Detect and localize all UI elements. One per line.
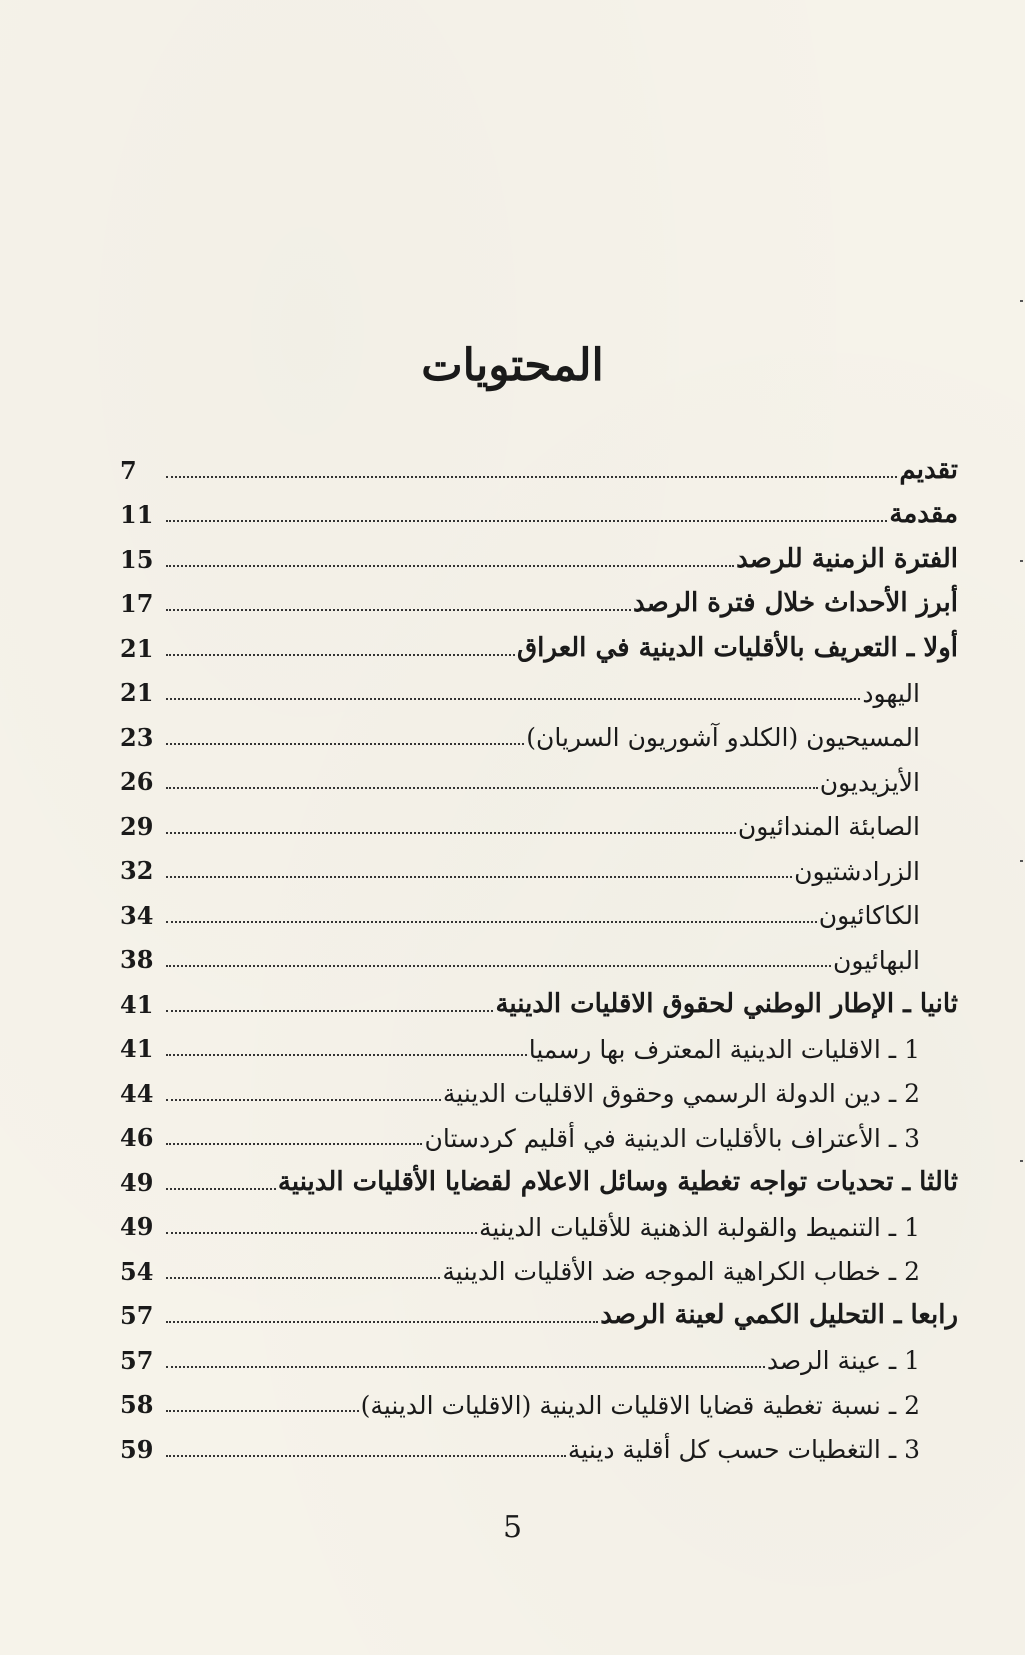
toc-entry-page: 21: [120, 678, 154, 707]
toc-entry: [120, 531, 958, 576]
toc-entry-page: 57: [120, 1345, 154, 1375]
toc-entry: [120, 976, 958, 1021]
toc-entry-title: الفترة الزمنية للرصد: [736, 543, 958, 574]
toc-entry-title: أولا ـ التعريف بالأقليات الدينية في العراق: [516, 632, 958, 663]
toc-entry-page: 41: [120, 1034, 154, 1063]
toc-entry: [120, 1154, 958, 1199]
toc-entry-page: 26: [120, 767, 154, 796]
toc-entry-title: المسيحيون (الكلدو آشوريون السريان): [526, 723, 920, 752]
toc-entry: [120, 843, 958, 888]
toc-entry-page: 44: [120, 1078, 154, 1108]
toc-entry-page: 17: [120, 589, 154, 618]
toc-entry-page: 57: [120, 1301, 154, 1330]
toc-entry-title: 3 ـ التغطيات حسب كل أقلية دينية: [567, 1435, 920, 1464]
page-title: المحتويات: [421, 340, 604, 391]
dot-leader: [166, 565, 734, 567]
page-number: 5: [502, 1510, 523, 1545]
dot-leader: [166, 520, 887, 522]
toc-entry-title: ثانيا ـ الإطار الوطني لحقوق الاقليات الدينية: [495, 988, 958, 1019]
dot-leader: [166, 1232, 477, 1234]
dot-leader: [166, 1410, 359, 1412]
toc-entry-title: 1 ـ التنميط والقولبة الذهنية للأقليات الدينية: [478, 1212, 920, 1242]
toc-entry-page: 23: [120, 722, 154, 752]
toc-entry-page: 11: [120, 500, 154, 529]
dot-leader: [166, 1277, 440, 1279]
toc-entry: [120, 1377, 958, 1422]
toc-entry: [120, 576, 958, 621]
toc-entry: [120, 442, 958, 487]
toc-entry: [120, 754, 958, 799]
dot-leader: [166, 876, 792, 878]
toc-entry: [120, 1243, 958, 1288]
toc-entry: [120, 665, 958, 710]
dot-leader: [166, 1099, 441, 1101]
toc-entry-title: مقدمة: [889, 499, 958, 530]
toc-entry: [120, 1110, 958, 1155]
toc-entry-title: 1 ـ الاقليات الدينية المعترف بها رسميا: [528, 1034, 920, 1064]
toc-entry-title: أبرز الأحداث خلال فترة الرصد: [633, 588, 958, 619]
toc-entry-title: تقديم: [899, 454, 958, 485]
toc-entry-title: رابعا ـ التحليل الكمي لعينة الرصد: [600, 1300, 958, 1331]
toc-entry-page: 21: [120, 633, 154, 663]
toc-entry: [120, 1288, 958, 1333]
toc-entry: [120, 620, 958, 665]
dot-leader: [166, 832, 736, 834]
toc-entry-title: الصابئة المندائيون: [737, 812, 920, 841]
toc-entry: [120, 1332, 958, 1377]
toc-entry: [120, 1421, 958, 1466]
toc-entry-title: 3 ـ الأعتراف بالأقليات الدينية في أقليم كردستان: [424, 1123, 920, 1153]
dot-leader: [166, 1188, 276, 1190]
toc-entry: [120, 1199, 958, 1244]
toc-entry-page: 58: [120, 1390, 154, 1419]
dot-leader: [166, 1366, 765, 1368]
edge-mark: [1020, 560, 1023, 562]
dot-leader: [166, 787, 818, 789]
dot-leader: [166, 476, 897, 478]
edge-mark: [1020, 300, 1023, 302]
toc-entry-title: البهائيون: [832, 945, 920, 975]
dot-leader: [166, 743, 524, 745]
dot-leader: [166, 1455, 566, 1457]
toc-entry: [120, 487, 958, 532]
toc-entry: [120, 798, 958, 843]
dot-leader: [166, 609, 631, 611]
toc-entry-page: 38: [120, 945, 154, 974]
toc-entry-title: الزرادشتيون: [794, 856, 920, 886]
toc-entry-page: 49: [120, 1167, 154, 1197]
toc-entry-page: 32: [120, 856, 154, 885]
dot-leader: [166, 1054, 527, 1056]
edge-mark: [1020, 1160, 1023, 1162]
dot-leader: [166, 921, 817, 923]
dot-leader: [166, 965, 831, 967]
dot-leader: [166, 654, 515, 656]
toc-entry-page: 59: [120, 1434, 154, 1464]
toc-entry-page: 34: [120, 900, 154, 930]
dot-leader: [166, 1010, 493, 1012]
dot-leader: [166, 1143, 422, 1145]
toc-entry-page: 41: [120, 989, 154, 1019]
toc-entry-page: 7: [120, 455, 137, 485]
toc-entry-page: 49: [120, 1212, 154, 1241]
toc-entry-title: الكاكائيون: [818, 901, 920, 930]
toc-entry: [120, 709, 958, 754]
toc-entry-title: 2 ـ خطاب الكراهية الموجه ضد الأقليات الدينية: [442, 1257, 920, 1286]
toc-entry: [120, 1021, 958, 1066]
toc-entry-title: ثالثا ـ تحديات تواجه تغطية وسائل الاعلام لقضايا الأقليات الدينية: [277, 1166, 958, 1197]
toc-entry: [120, 932, 958, 977]
table-of-contents: [120, 442, 958, 1466]
dot-leader: [166, 698, 860, 700]
toc-entry-title: 1 ـ عينة الرصد: [766, 1346, 920, 1375]
edge-mark: [1020, 860, 1023, 862]
toc-entry: [120, 887, 958, 932]
dot-leader: [166, 1321, 598, 1323]
toc-entry-page: 29: [120, 811, 154, 841]
toc-entry-page: 46: [120, 1123, 154, 1152]
toc-entry: [120, 1065, 958, 1110]
toc-entry-page: 54: [120, 1256, 154, 1286]
toc-entry-title: 2 ـ دين الدولة الرسمي وحقوق الاقليات الدينية: [442, 1079, 920, 1108]
toc-entry-page: 15: [120, 544, 154, 574]
toc-entry-title: 2 ـ نسبة تغطية قضايا الاقليات الدينية (الاقليات الدينية): [360, 1390, 920, 1420]
toc-entry-title: اليهود: [862, 678, 920, 708]
toc-entry-title: الأيزيديون: [819, 767, 920, 797]
